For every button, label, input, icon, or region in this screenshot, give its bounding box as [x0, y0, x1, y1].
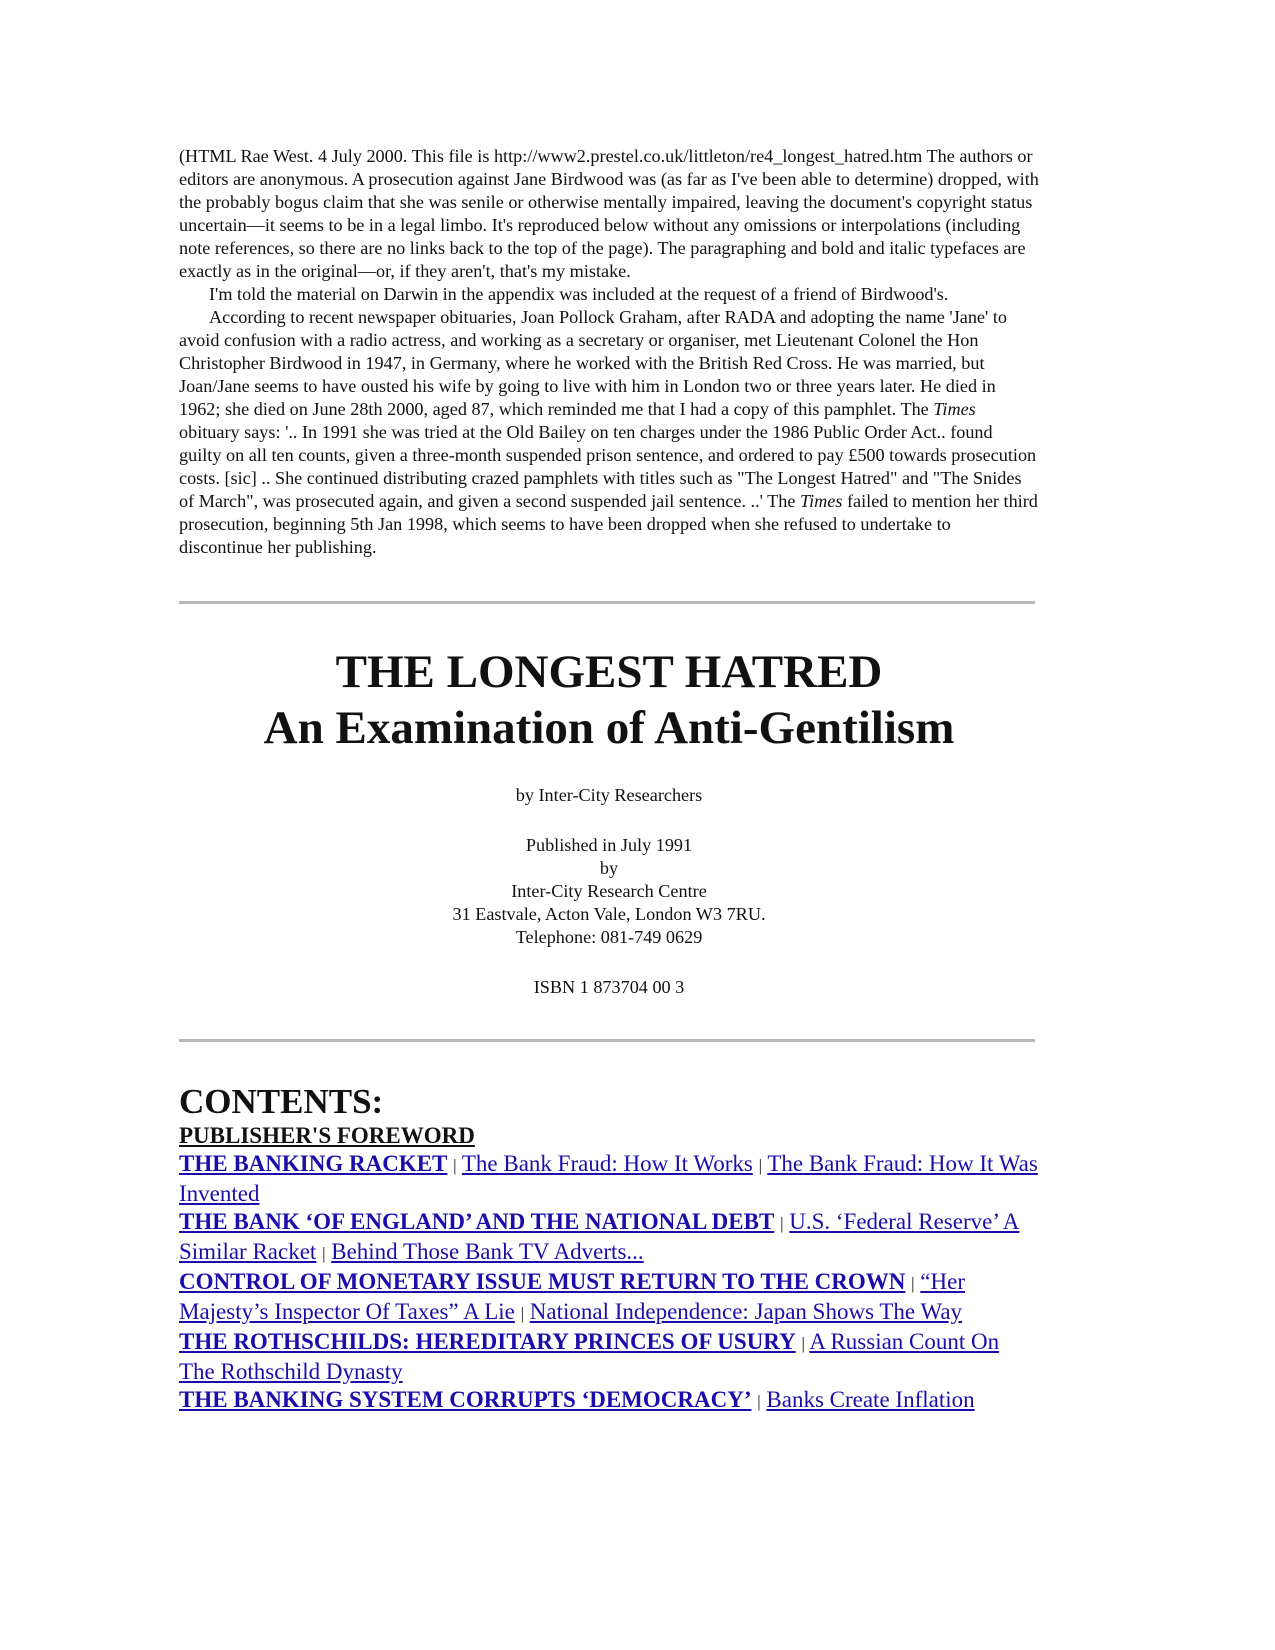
contents-link-federal-reserve[interactable]: U.S. ‘Federal Reserve’ A Similar Racket	[179, 1209, 1020, 1264]
publisher-address: 31 Eastvale, Acton Vale, London W3 7RU.	[452, 904, 766, 924]
contents-section	[179, 1386, 1039, 1416]
contents-link-rothschilds[interactable]: THE ROTHSCHILDS: HEREDITARY PRINCES OF USURY	[179, 1329, 796, 1354]
separator: |	[757, 1392, 761, 1411]
contents-link-inspector-of-taxes[interactable]: “Her Majesty’s Inspector Of Taxes” A Lie	[179, 1269, 965, 1324]
contents-link-banking-racket[interactable]: THE BANKING RACKET	[179, 1151, 448, 1176]
separator: |	[911, 1274, 915, 1293]
publication-info	[179, 834, 1039, 949]
intro-notes	[179, 145, 1039, 559]
contents-section	[179, 1268, 1039, 1328]
contents-list	[179, 1122, 1039, 1416]
contents-section	[179, 1150, 1039, 1208]
document-title: THE LONGEST HATRED	[335, 646, 883, 698]
contents-link-japan-shows-way[interactable]: National Independence: Japan Shows The Way	[529, 1299, 963, 1324]
published-date: Published in July 1991	[525, 835, 693, 855]
contents-link-monetary-issue[interactable]: CONTROL OF MONETARY ISSUE MUST RETURN TO THE CROWN	[179, 1269, 906, 1294]
intro-p3-part-a: According to recent newspaper obituaries, Joan Pollock Graham, after RADA and adopting the name 'Jane' to avoid confusion with a radio actress, and working as a secretary or organiser, met Lieutenant Colonel the Hon Christopher Birdwood in 1947, in Germany, where he worked with the British Red Cross. He was married, but Joan/Jane seems to have ousted his wife by going to live with him in London two or three years later. He died in 1962; she died on June 28th 2000, aged 87, which reminded me that I had a copy of this pamphlet. The	[179, 307, 1007, 419]
separator: |	[453, 1156, 457, 1175]
contents-link-bank-tv-adverts[interactable]: Behind Those Bank TV Adverts...	[331, 1239, 644, 1264]
contents-link-democracy[interactable]: THE BANKING SYSTEM CORRUPTS ‘DEMOCRACY’	[179, 1387, 752, 1412]
divider-top	[179, 601, 1035, 604]
times-italic-2: Times	[799, 491, 843, 511]
published-by: by	[599, 858, 619, 878]
contents-link-bank-of-england[interactable]: THE BANK ‘OF ENGLAND’ AND THE NATIONAL DEBT	[179, 1209, 775, 1234]
separator: |	[780, 1214, 784, 1233]
separator: |	[801, 1334, 805, 1353]
publisher-name: Inter-City Research Centre	[511, 881, 707, 901]
title-block	[179, 644, 1039, 756]
contents-heading: CONTENTS:	[179, 1082, 384, 1121]
contents-foreword-line	[179, 1122, 1039, 1150]
document-subtitle: An Examination of Anti-Gentilism	[263, 702, 955, 754]
separator: |	[322, 1244, 326, 1263]
contents-link-inflation[interactable]: Banks Create Inflation	[766, 1387, 975, 1412]
contents-link-bank-fraud-invented[interactable]: The Bank Fraud: How It Was Invented	[179, 1151, 1038, 1206]
divider-bottom	[179, 1039, 1035, 1042]
intro-p3-part-c: failed to mention her third prosecution, beginning 5th Jan 1998, which seems to have been dropped when she refused to undertake to discontinue her publishing.	[179, 491, 1038, 557]
intro-paragraph-1: (HTML Rae West. 4 July 2000. This file is http://www2.prestel.co.uk/littleton/re4_longest_hatred.htm The authors or editors are anonymous. A prosecution against Jane Birdwood was (as far as I've been able to determine) dropped, with the probably bogus claim that she was senile or otherwise mentally impaired, leaving the document's copyright status uncertain—it seems to be in a legal limbo. It's reproduced below without any omissions or interpolations (including note references, so there are no links back to the top of the page). The paragraphing and bold and italic typefaces are exactly as in the original—or, if they aren't, that's my mistake.	[179, 146, 1039, 281]
byline: by Inter-City Researchers	[515, 785, 703, 805]
publisher-telephone: Telephone: 081-749 0629	[515, 927, 703, 947]
document-page	[179, 145, 1039, 1416]
foreword-heading: PUBLISHER'S FOREWORD	[179, 1123, 475, 1148]
separator: |	[520, 1304, 525, 1323]
intro-paragraph-3	[179, 306, 1039, 559]
times-italic-1: Times	[933, 399, 976, 419]
contents-link-russian-count[interactable]: A Russian Count On The Rothschild Dynasty	[179, 1329, 1000, 1384]
contents-link-bank-fraud-works[interactable]: The Bank Fraud: How It Works	[461, 1151, 753, 1176]
separator: |	[758, 1156, 762, 1175]
isbn: ISBN 1 873704 00 3	[533, 977, 685, 997]
intro-p3-part-b: obituary says: '.. In 1991 she was tried at the Old Bailey on ten charges under the 1986 Public Order Act.. found guilty on all ten counts, given a three-month suspended prison sentence, and ordered to pay £500 towards prosecution costs. [sic] .. She continued distributing crazed pamphlets with titles such as "The Longest Hatred" and "The Snides of March", was prosecuted again, and given a second suspended jail sentence. ..' The	[179, 422, 1037, 511]
contents-section	[179, 1208, 1039, 1268]
intro-paragraph-2: I'm told the material on Darwin in the appendix was included at the request of a friend of Birdwood's.	[209, 284, 949, 304]
contents-section	[179, 1328, 1039, 1386]
